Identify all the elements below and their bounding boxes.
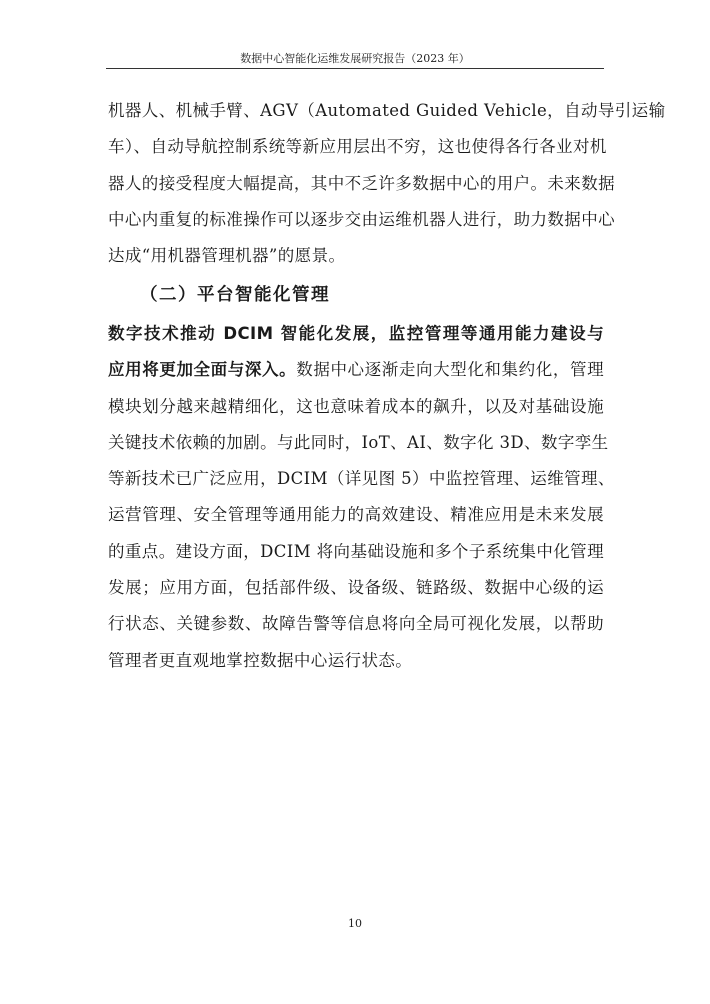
text-line-bold: 数字技术推动 DCIM 智能化发展，监控管理等通用能力建设与 — [108, 324, 604, 343]
text-line: 达成“用机器管理机器”的愿景。 — [108, 246, 346, 266]
text-line: 模块划分越来越精细化，这也意味着成本的飙升，以及对基础设施 — [108, 396, 604, 416]
body-paragraph-robots — [108, 93, 666, 274]
text-line — [108, 352, 604, 388]
lead-text-rest: 数据中心逐渐走向大型化和集约化，管理 — [296, 360, 604, 380]
text-line: 关键技术依赖的加剧。与此同时，IoT、AI、数字化 3D、数字孪生 — [108, 432, 609, 452]
text-line: 运营管理、安全管理等通用能力的高效建设、精准应用是未来发展 — [108, 505, 604, 525]
text-line: 的重点。建设方面，DCIM 将向基础设施和多个子系统集中化管理 — [108, 541, 604, 561]
body-paragraph-dcim — [108, 316, 615, 679]
header-divider — [106, 68, 604, 69]
text-line: 中心内重复的标准操作可以逐步交由运维机器人进行，助力数据中心 — [108, 209, 615, 229]
text-line: 机器人、机械手臂、AGV（Automated Guided Vehicle，自动导引运输 — [108, 101, 666, 120]
page-number: 10 — [348, 917, 362, 930]
text-line: 行状态、关键参数、故障告警等信息将向全局可视化发展，以帮助 — [108, 614, 604, 634]
text-line: 发展；应用方面，包括部件级、设备级、链路级、数据中心级的运 — [108, 578, 604, 598]
text-line: 器人的接受程度大幅提高，其中不乏许多数据中心的用户。未来数据 — [108, 173, 615, 193]
text-line: 车）、自动导航控制系统等新应用层出不穷，这也使得各行各业对机 — [108, 137, 607, 157]
running-header: 数据中心智能化运维发展研究报告（2023 年） — [240, 52, 470, 65]
text-line: 管理者更直观地掌控数据中心运行状态。 — [108, 650, 413, 670]
bold-lead-text: 应用将更加全面与深入。 — [108, 360, 297, 380]
section-heading: （二）平台智能化管理 — [140, 285, 330, 305]
text-line: 等新技术已广泛应用，DCIM（详见图 5）中监控管理、运维管理、 — [108, 469, 615, 489]
